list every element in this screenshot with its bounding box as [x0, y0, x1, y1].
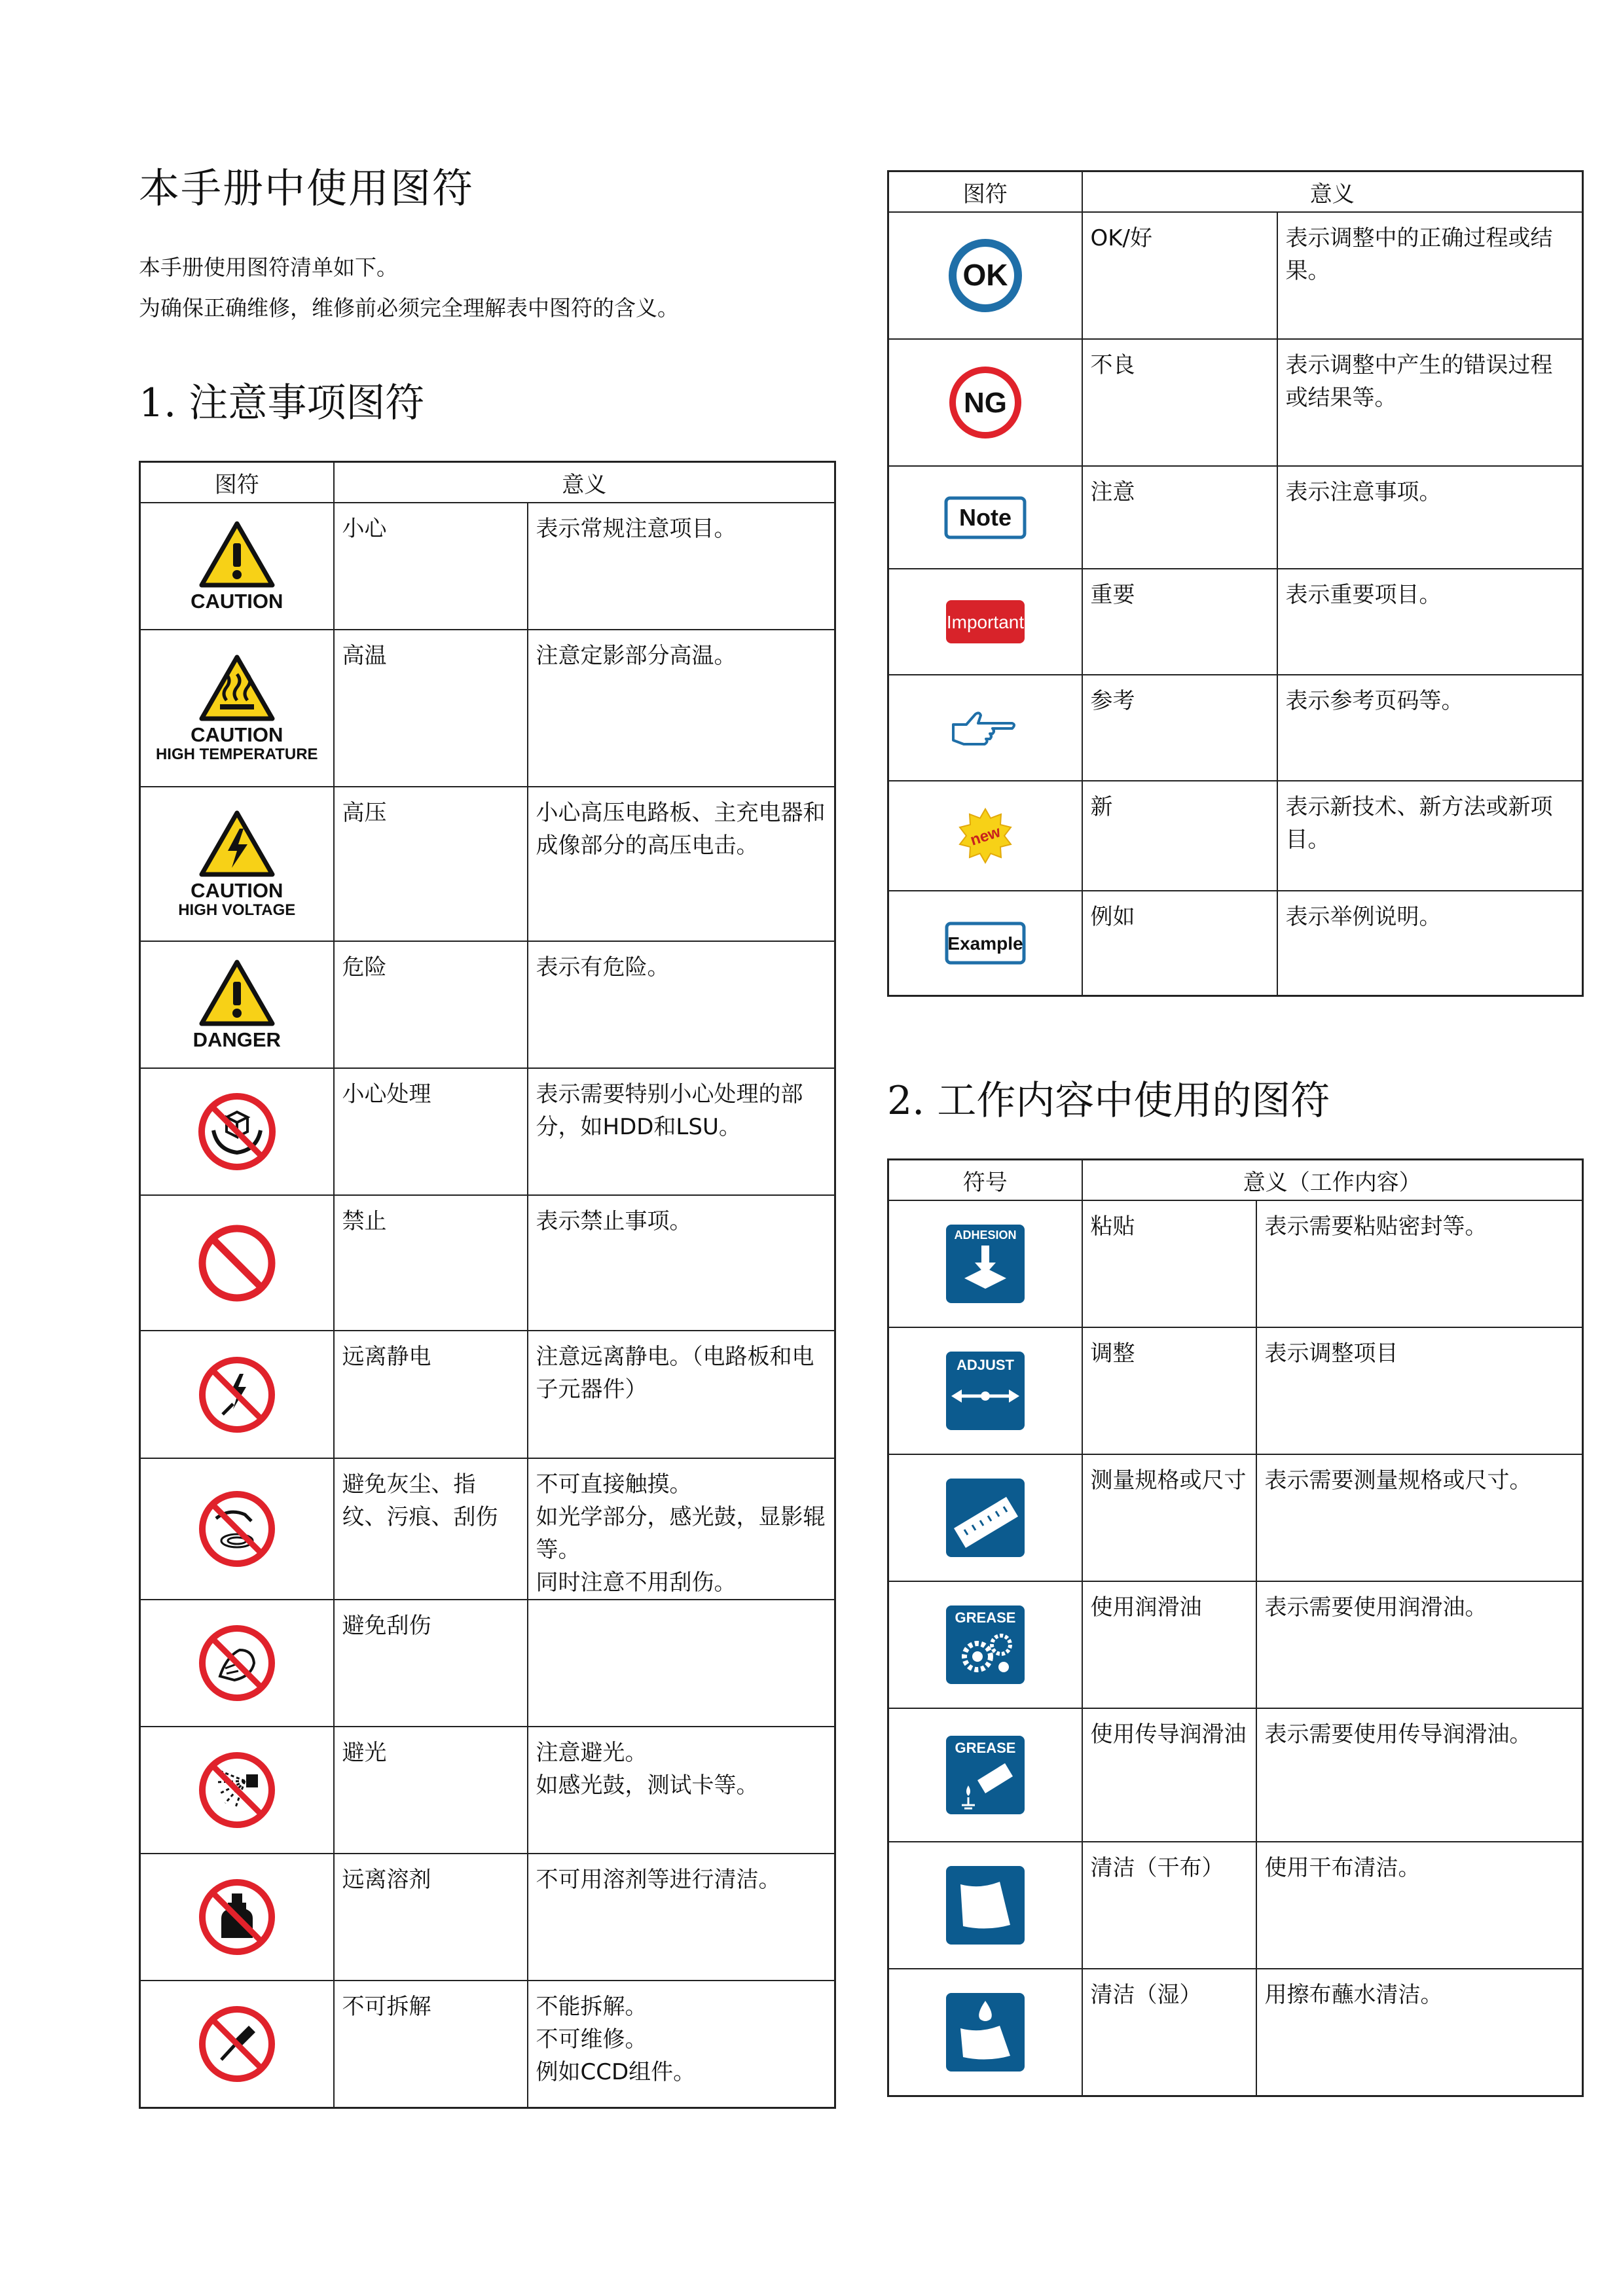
svg-text:Note: Note: [958, 503, 1012, 531]
grease-gears-icon: [888, 1581, 1082, 1708]
ruler-icon: [888, 1454, 1082, 1581]
no-light-icon: [140, 1727, 334, 1854]
table-row: [140, 1458, 835, 1600]
table-header-row: [888, 171, 1583, 213]
svg-text:GREASE: GREASE: [955, 1740, 1016, 1756]
row-desc: 表示参考页码等。: [1277, 675, 1583, 781]
table-row: [140, 1068, 835, 1195]
table-row: [888, 781, 1583, 891]
svg-text:NG: NG: [963, 387, 1007, 419]
table-row: [888, 1581, 1583, 1708]
row-desc: 不可用溶剂等进行清洁。: [528, 1854, 835, 1981]
header-meaning: 意义: [334, 462, 835, 503]
row-desc: 表示需要使用润滑油。: [1256, 1581, 1583, 1708]
row-name: 调整: [1082, 1327, 1256, 1454]
row-desc: 注意定影部分高温。: [528, 630, 835, 787]
row-desc: 表示注意事项。: [1277, 466, 1583, 569]
table-row: [140, 503, 835, 630]
table-row: [140, 1981, 835, 2108]
example-icon: [888, 891, 1082, 996]
row-desc: 表示禁止事项。: [528, 1195, 835, 1331]
row-name: 参考: [1082, 675, 1277, 781]
icon-label: DANGER: [192, 1028, 281, 1051]
row-name: OK/好: [1082, 212, 1277, 339]
row-desc: 表示重要项目。: [1277, 569, 1583, 675]
table-row: [888, 1454, 1583, 1581]
table-row: [140, 941, 835, 1068]
row-desc: 使用干布清洁。: [1256, 1842, 1583, 1969]
row-name: 注意: [1082, 466, 1277, 569]
row-desc: 注意远离静电。（电路板和电子元器件）: [528, 1331, 835, 1458]
caution-symbols-table: [139, 461, 836, 2109]
row-name: 小心处理: [334, 1068, 528, 1195]
icon-sublabel: HIGH VOLTAGE: [178, 901, 296, 919]
danger-warning-icon: [140, 941, 334, 1068]
row-desc: 不可直接触摸。 如光学部分，感光鼓，显影辊等。 同时注意不用刮伤。: [528, 1458, 835, 1600]
header-meaning: 意义: [1082, 171, 1583, 213]
table-row: [888, 466, 1583, 569]
section1-title: 1. 注意事项图符: [139, 380, 425, 426]
row-name: 新: [1082, 781, 1277, 891]
row-name: 远离溶剂: [334, 1854, 528, 1981]
table-row: [888, 339, 1583, 466]
row-desc: 注意避光。 如感光鼓，测试卡等。: [528, 1727, 835, 1854]
adjust-icon: [888, 1327, 1082, 1454]
row-desc: 表示举例说明。: [1277, 891, 1583, 996]
ok-icon: [888, 212, 1082, 339]
row-name: 小心: [334, 503, 528, 630]
page-title: 本手册中使用图符: [139, 164, 475, 212]
row-desc: 表示新技术、新方法或新项目。: [1277, 781, 1583, 891]
table-row: [888, 675, 1583, 781]
clean-dry-cloth-icon: [888, 1842, 1082, 1969]
row-desc: 表示调整中的正确过程或结果。: [1277, 212, 1583, 339]
adhesion-icon: [888, 1200, 1082, 1327]
row-desc: 表示有危险。: [528, 941, 835, 1068]
row-name: 禁止: [334, 1195, 528, 1331]
row-desc: 表示需要特别小心处理的部分，如HDD和LSU。: [528, 1068, 835, 1195]
work-symbols-table: [887, 1158, 1584, 2097]
no-touch-fingerprint-icon: [140, 1458, 334, 1600]
row-desc: 表示需要粘贴密封等。: [1256, 1200, 1583, 1327]
svg-text:new: new: [968, 823, 1003, 850]
prohibited-icon: [140, 1195, 334, 1331]
handle-with-care-icon: [140, 1068, 334, 1195]
grease-conductive-icon: [888, 1708, 1082, 1842]
table-row: [888, 212, 1583, 339]
caution-high-voltage-icon: [140, 787, 334, 941]
section2-title: 2. 工作内容中使用的图符: [887, 1078, 1330, 1124]
header-symbol: 图符: [888, 171, 1082, 213]
table-row: [140, 1600, 835, 1727]
ng-icon: [888, 339, 1082, 466]
row-name: 避免灰尘、指纹、污痕、刮伤: [334, 1458, 528, 1600]
table-row: [888, 1200, 1583, 1327]
row-desc: 小心高压电路板、主充电器和成像部分的高压电击。: [528, 787, 835, 941]
row-desc: [528, 1600, 835, 1727]
table-row: [140, 630, 835, 787]
row-name: 不良: [1082, 339, 1277, 466]
icon-label: CAUTION: [191, 878, 283, 902]
icon-label: CAUTION: [191, 723, 283, 746]
row-name: 测量规格或尺寸: [1082, 1454, 1256, 1581]
caution-warning-icon: [140, 503, 334, 630]
table-row: [888, 569, 1583, 675]
row-desc: 表示调整项目: [1256, 1327, 1583, 1454]
table-row: [888, 1708, 1583, 1842]
table-header-row: [140, 462, 835, 503]
svg-text:GREASE: GREASE: [955, 1609, 1016, 1626]
row-desc: 不能拆解。 不可维修。 例如CCD组件。: [528, 1981, 835, 2108]
intro-line-2: 为确保正确维修，维修前必须完全理解表中图符的含义。: [139, 295, 679, 321]
svg-text:OK: OK: [962, 258, 1008, 292]
caution-hot-surface-icon: [140, 630, 334, 787]
row-name: 避免刮伤: [334, 1600, 528, 1727]
new-badge-icon: [888, 781, 1082, 891]
icon-sublabel: HIGH TEMPERATURE: [155, 745, 318, 763]
table-row: [888, 1969, 1583, 2096]
row-name: 例如: [1082, 891, 1277, 996]
header-meaning: 意义（工作内容）: [1082, 1160, 1583, 1201]
clean-wet-cloth-icon: [888, 1969, 1082, 2096]
row-desc: 表示调整中产生的错误过程或结果等。: [1277, 339, 1583, 466]
table-row: [140, 787, 835, 941]
row-name: 使用润滑油: [1082, 1581, 1256, 1708]
svg-text:ADHESION: ADHESION: [954, 1229, 1017, 1242]
row-name: 清洁（湿）: [1082, 1969, 1256, 2096]
intro-text: [139, 247, 679, 329]
table-row: [140, 1331, 835, 1458]
row-desc: 表示需要使用传导润滑油。: [1256, 1708, 1583, 1842]
row-name: 避光: [334, 1727, 528, 1854]
pointing-hand-icon: [888, 675, 1082, 781]
no-static-icon: [140, 1331, 334, 1458]
no-disassembly-icon: [140, 1981, 334, 2108]
table-row: [888, 1327, 1583, 1454]
row-name: 粘贴: [1082, 1200, 1256, 1327]
row-name: 远离静电: [334, 1331, 528, 1458]
row-name: 不可拆解: [334, 1981, 528, 2108]
notation-symbols-table: [887, 170, 1584, 997]
row-desc: 用擦布蘸水清洁。: [1256, 1969, 1583, 2096]
svg-text:Example: Example: [947, 933, 1023, 954]
row-name: 使用传导润滑油: [1082, 1708, 1256, 1842]
row-name: 危险: [334, 941, 528, 1068]
icon-label: CAUTION: [191, 589, 283, 613]
table-row: [140, 1727, 835, 1854]
row-name: 高温: [334, 630, 528, 787]
svg-text:Important: Important: [946, 612, 1024, 632]
note-icon: [888, 466, 1082, 569]
row-name: 重要: [1082, 569, 1277, 675]
row-name: 清洁（干布）: [1082, 1842, 1256, 1969]
table-header-row: [888, 1160, 1583, 1201]
header-symbol: 符号: [888, 1160, 1082, 1201]
table-row: [888, 1842, 1583, 1969]
row-name: 高压: [334, 787, 528, 941]
svg-text:ADJUST: ADJUST: [956, 1357, 1014, 1373]
no-scratch-icon: [140, 1600, 334, 1727]
intro-line-1: 本手册使用图符清单如下。: [139, 255, 398, 280]
important-icon: [888, 569, 1082, 675]
table-row: [140, 1854, 835, 1981]
no-solvent-icon: [140, 1854, 334, 1981]
table-row: [888, 891, 1583, 996]
table-row: [140, 1195, 835, 1331]
row-desc: 表示需要测量规格或尺寸。: [1256, 1454, 1583, 1581]
header-symbol: 图符: [140, 462, 334, 503]
row-desc: 表示常规注意项目。: [528, 503, 835, 630]
